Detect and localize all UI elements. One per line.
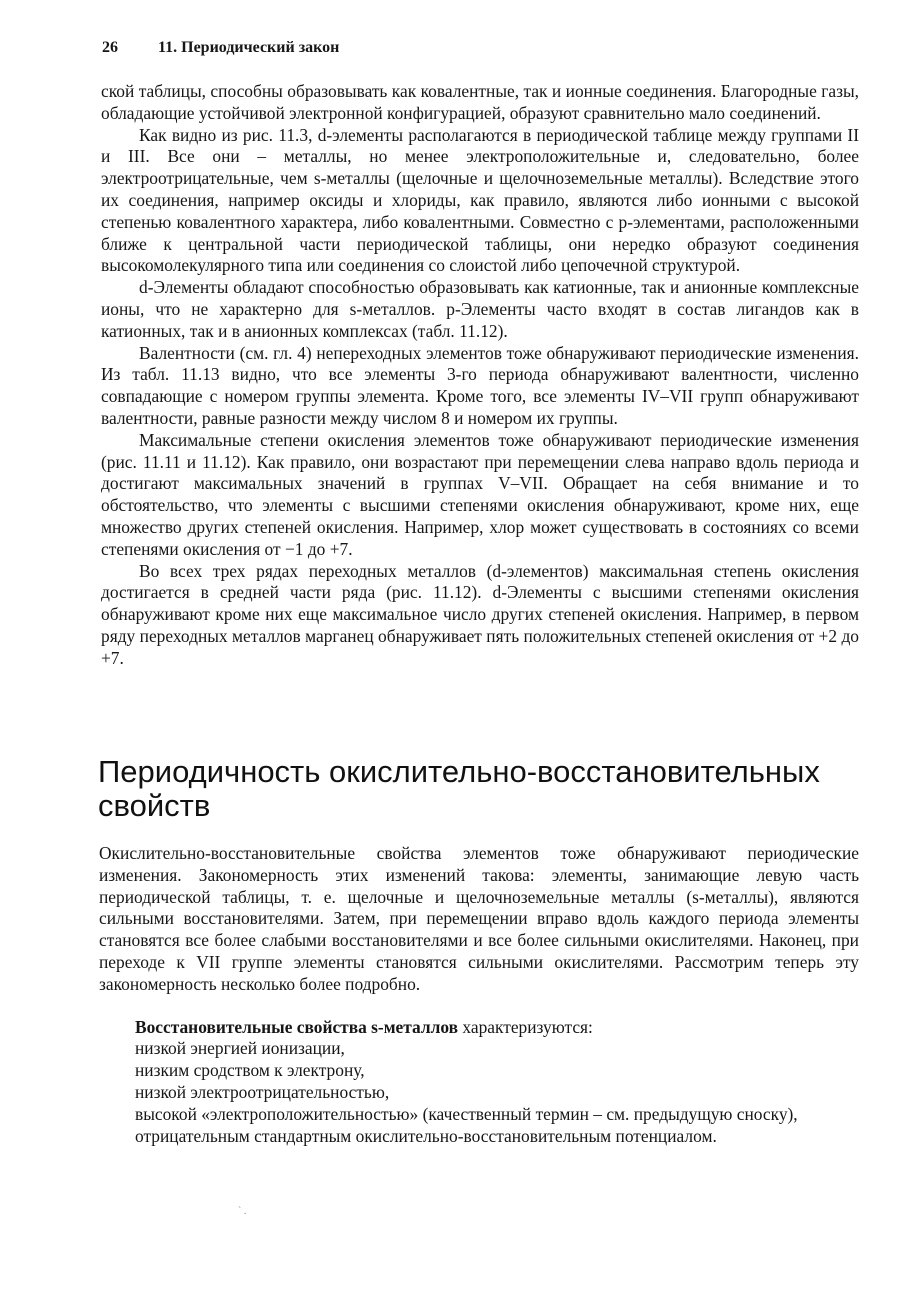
chapter-title: 11. Периодический закон xyxy=(158,39,340,56)
scan-marks: ` . xyxy=(238,1206,247,1217)
list-item: низкой энергией ионизации, xyxy=(135,1038,345,1059)
paragraph: Валентности (см. гл. 4) непереходных элементов тоже обнаруживают периодические изменения. Из табл. 11.13 видно, что все элементы 3-го периода обнаруживают валентности, численно совпадающие с номером группы элемента. Кроме того, все элементы IV–VII групп обнаруживают валентности, равные разности между числом 8 и номером их группы. xyxy=(101,342,859,428)
paragraph: Во всех трех рядах переходных металлов (d-элементов) максимальная степень окисления достигается в средней части ряда (рис. 11.12). d-Элементы с высшими степенями окисления обнаруживают кроме них еще максимальное число других степеней окисления. Например, в первом ряду переходных металлов марганец обнаруживает пять положительных степеней окисления от +2 до +7. xyxy=(101,560,859,668)
section-body xyxy=(99,843,859,1147)
page-number: 26 xyxy=(102,39,118,56)
list-lead-rest: характеризуются: xyxy=(458,1016,593,1037)
section-heading: Периодичность окислительно-восстановительных свойств xyxy=(98,754,820,823)
paragraph: Как видно из рис. 11.3, d-элементы располагаются в периодической таблице между группами II и III. Все они – металлы, но менее электроположительные и, следовательно, более электроотрицательные, чем s-металлы (щелочные и щелочноземельные металлы). Вследствие этого их соединения, например оксиды и хлориды, как правило, являются либо ионными с высокой степенью ковалентного характера, либо ковалентными. Совместно с p-элементами, расположенными ближе к центральной части периодической таблицы, они нередко образуют соединения высокомолекулярного типа или соединения со слоистой либо цепочечной структурой. xyxy=(101,124,859,276)
body-text xyxy=(101,81,859,670)
list-lead-bold: Восстановительные свойства s-металлов xyxy=(135,1016,459,1037)
list-item: отрицательным стандартным окислительно-восстановительным потенциалом. xyxy=(135,1125,717,1146)
paragraph: Максимальные степени окисления элементов тоже обнаруживают периодические изменения (рис. 11.11 и 11.12). Как правило, они возрастают при перемещении слева направо вдоль периода и достигают максимальных значений в группах V–VII. Обращает на себя внимание и то обстоятельство, что элементы с высшими степенями окисления обнаруживают, кроме них, еще множество других степеней окисления. Например, хлор может существовать в состояниях со всеми степенями окисления от −1 до +7. xyxy=(101,429,859,559)
list-item: низким сродством к электрону, xyxy=(135,1060,365,1081)
list-item: низкой электроотрицательностью, xyxy=(135,1081,390,1102)
paragraph: ской таблицы, способны образовывать как ковалентные, так и ионные соединения. Благородные газы, обладающие устойчивой электронной конфигурацией, образуют сравнительно мало соединений. xyxy=(101,81,859,123)
section-intro: Окислительно-восстановительные свойства элементов тоже обнаруживают периодические изменения. Закономерность этих изменений такова: элементы, занимающие левую часть периодической таблицы, т. е. щелочные и щелочноземельные металлы (s-металлы), являются сильными восстановителями. Затем, при перемещении вправо вдоль каждого периода элементы становятся все более слабыми восстановителями и все более сильными окислителями. Наконец, при переходе к VII группе элементы становятся сильными окислителями. Рассмотрим теперь эту закономерность несколько более подробно. xyxy=(99,843,859,994)
paragraph: d-Элементы обладают способностью образовывать как катионные, так и анионные комплексные ионы, что не характерно для s-металлов. p-Элементы часто входят в состав лигандов как в катионных, так и в анионных комплексах (табл. 11.12). xyxy=(101,277,859,341)
running-head xyxy=(102,39,339,57)
list-lead xyxy=(99,1017,859,1039)
list-item: высокой «электроположительностью» (качественный термин – см. предыдущую сноску), xyxy=(135,1103,798,1124)
